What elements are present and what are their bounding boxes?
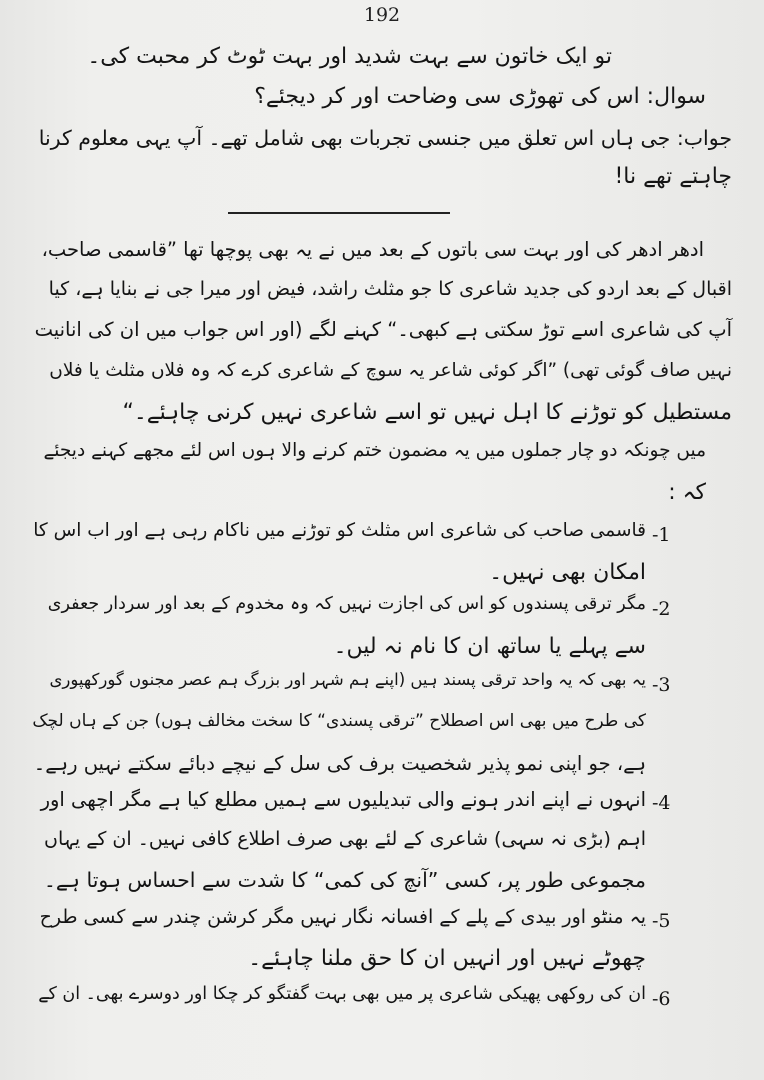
text-line: کہ : — [668, 480, 706, 505]
item-line: چھوٹے نہیں اور انہیں ان کا حق ملنا چاہئے۔ — [248, 946, 646, 971]
item-line: مگر ترقی پسندوں کو اس کی اجازت نہیں کہ وہ مخدوم کے بعد اور سردار جعفری — [47, 594, 646, 614]
question-line: سوال: اس کی تھوڑی سی وضاحت اور کر دیجئے؟ — [254, 84, 706, 109]
text-line: آپ کی شاعری اسے توڑ سکتی ہے کبھی۔“ کہنے لگے (اور اس جواب میں ان کی انانیت — [34, 318, 732, 341]
item-number: -6 — [652, 988, 671, 1010]
item-line: سے پہلے یا ساتھ ان کا نام نہ لیں۔ — [333, 634, 646, 659]
item-line: مجموعی طور پر، کسی ”آنچ کی کمی“ کا شدت سے احساس ہوتا ہے۔ — [43, 868, 646, 892]
item-line: یہ بھی کہ یہ واحد ترقی پسند ہیں (اپنے ہم شہر اور بزرگ ہم عصر مجنوں گورکھپوری — [49, 670, 646, 689]
text-line: چاہتے تھے نا! — [614, 164, 732, 189]
text-line: میں چونکہ دو چار جملوں میں یہ مضمون ختم کرنے والا ہوں اس لئے مجھے کہنے دیجئے — [43, 440, 706, 461]
text-line: نہیں صاف گوئی تھی) ”اگر کوئی شاعر یہ سوچ کے شاعری کرے کہ وہ فلاں مثلث یا فلاں — [49, 360, 732, 381]
text-line: اقبال کے بعد اردو کی جدید شاعری کا جو مثلث راشد، فیض اور میرا جی نے بنایا ہے، کیا — [48, 278, 732, 300]
item-line: کی طرح میں بھی اس اصطلاح ”ترقی پسندی“ کا سخت مخالف ہوں) جن کے ہاں لچک — [32, 711, 646, 731]
item-line: ہے، جو اپنی نمو پذیر شخصیت برف کی سل کے نیچے دبائے سکتے نہیں رہے۔ — [33, 752, 646, 775]
item-number: -5 — [652, 910, 671, 932]
item-line: ان کی روکھی پھیکی شاعری پر میں بھی بہت گفتگو کر چکا اور دوسرے بھی۔ ان کے — [38, 984, 646, 1004]
item-line: اہم (بڑی نہ سہی) شاعری کے لئے بھی صرف اطلاع کافی نہیں۔ ان کے یہاں — [44, 828, 646, 850]
item-number: -2 — [652, 598, 671, 620]
item-line: قاسمی صاحب کی شاعری اس مثلث کو توڑنے میں ناکام رہی ہے اور اب اس کا — [33, 520, 646, 541]
item-number: -1 — [652, 524, 671, 546]
item-number: -3 — [652, 674, 671, 696]
text-line: تو ایک خاتون سے بہت شدید اور بہت ٹوٹ کر محبت کی۔ — [87, 44, 612, 69]
item-line: یہ منٹو اور بیدی کے پلے کے افسانہ نگار نہیں مگر کرشن چندر سے کسی طرح — [39, 906, 646, 928]
item-number: -4 — [652, 792, 671, 814]
text-line: ادھر ادھر کی اور بہت سی باتوں کے بعد میں نے یہ بھی پوچھا تھا ”قاسمی صاحب، — [41, 238, 704, 261]
text-line: مستطیل کو توڑنے کا اہل نہیں تو اسے شاعری نہیں کرنی چاہئے۔“ — [122, 400, 732, 425]
item-line: امکان بھی نہیں۔ — [489, 560, 646, 585]
answer-line: جواب: جی ہاں اس تعلق میں جنسی تجربات بھی شامل تھے۔ آپ یہی معلوم کرنا — [38, 126, 732, 150]
page-number: 192 — [363, 4, 401, 26]
section-divider — [228, 212, 450, 214]
item-line: انہوں نے اپنے اندر ہونے والی تبدیلیوں سے ہمیں مطلع کیا ہے مگر اچھی اور — [40, 788, 646, 811]
